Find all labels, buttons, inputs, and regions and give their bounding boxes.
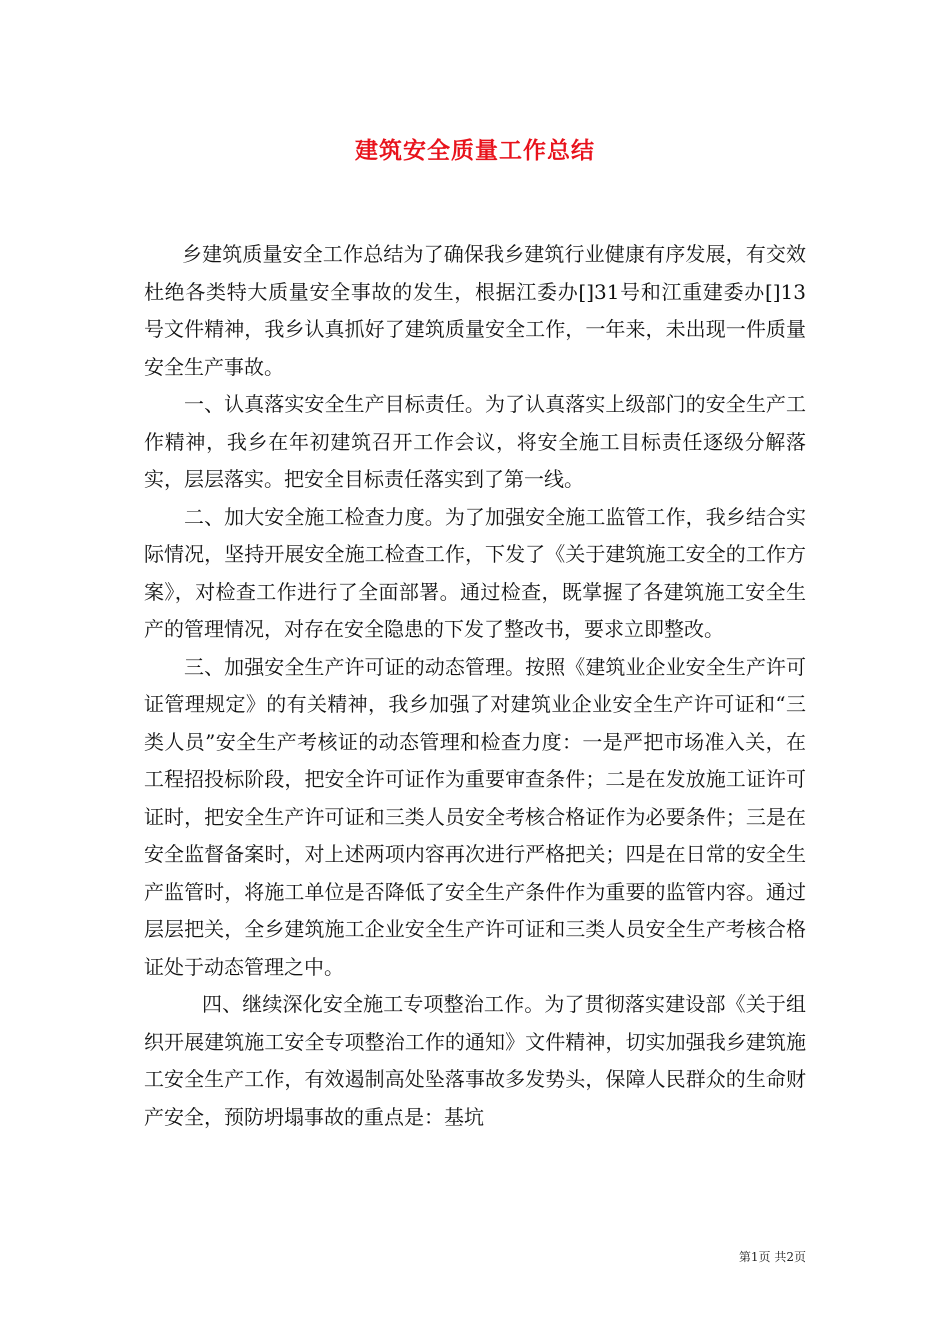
document-body	[144, 236, 806, 1136]
paragraph-section-4: 四、继续深化安全施工专项整治工作。为了贯彻落实建设部《关于组织开展建筑施工安全专项整治工作的通知》文件精神，切实加强我乡建筑施工安全生产工作，有效遏制高处坠落事故多发势头，保障人民群众的生命财产安全，预防坍塌事故的重点是：基坑	[144, 992, 806, 1129]
paragraph-intro: 乡建筑质量安全工作总结为了确保我乡建筑行业健康有序发展，有交效杜绝各类特大质量安全事故的发生，根据江委办[]31号和江重建委办[]13号文件精神，我乡认真抓好了建筑质量安全工作，一年来，未出现一件质量安全生产事故。	[144, 242, 806, 379]
paragraph-section-1: 一、认真落实安全生产目标责任。为了认真落实上级部门的安全生产工作精神，我乡在年初建筑召开工作会议，将安全施工目标责任逐级分解落实，层层落实。把安全目标责任落实到了第一线。	[144, 392, 806, 491]
paragraph-section-2: 二、加大安全施工检查力度。为了加强安全施工监管工作，我乡结合实际情况，坚持开展安全施工检查工作，下发了《关于建筑施工安全的工作方案》，对检查工作进行了全面部署。通过检查，既掌握了各建筑施工安全生产的管理情况，对存在安全隐患的下发了整改书，要求立即整改。	[144, 504, 806, 641]
page-number: 第1页 共2页	[738, 1250, 806, 1264]
document-title: 建筑安全质量工作总结	[355, 137, 595, 164]
paragraph-section-3: 三、加强安全生产许可证的动态管理。按照《建筑业企业安全生产许可证管理规定》的有关精神，我乡加强了对建筑业企业安全生产许可证和“三类人员”安全生产考核证的动态管理和检查力度：一是严把市场准入关，在工程招投标阶段，把安全许可证作为重要审查条件；二是在发放施工证许可证时，把安全生产许可证和三类人员安全考核合格证作为必要条件；三是在安全监督备案时，对上述两项内容再次进行严格把关；四是在日常的安全生产监管时，将施工单位是否降低了安全生产条件作为重要的监管内容。通过层层把关，全乡建筑施工企业安全生产许可证和三类人员安全生产考核合格证处于动态管理之中。	[144, 654, 806, 979]
